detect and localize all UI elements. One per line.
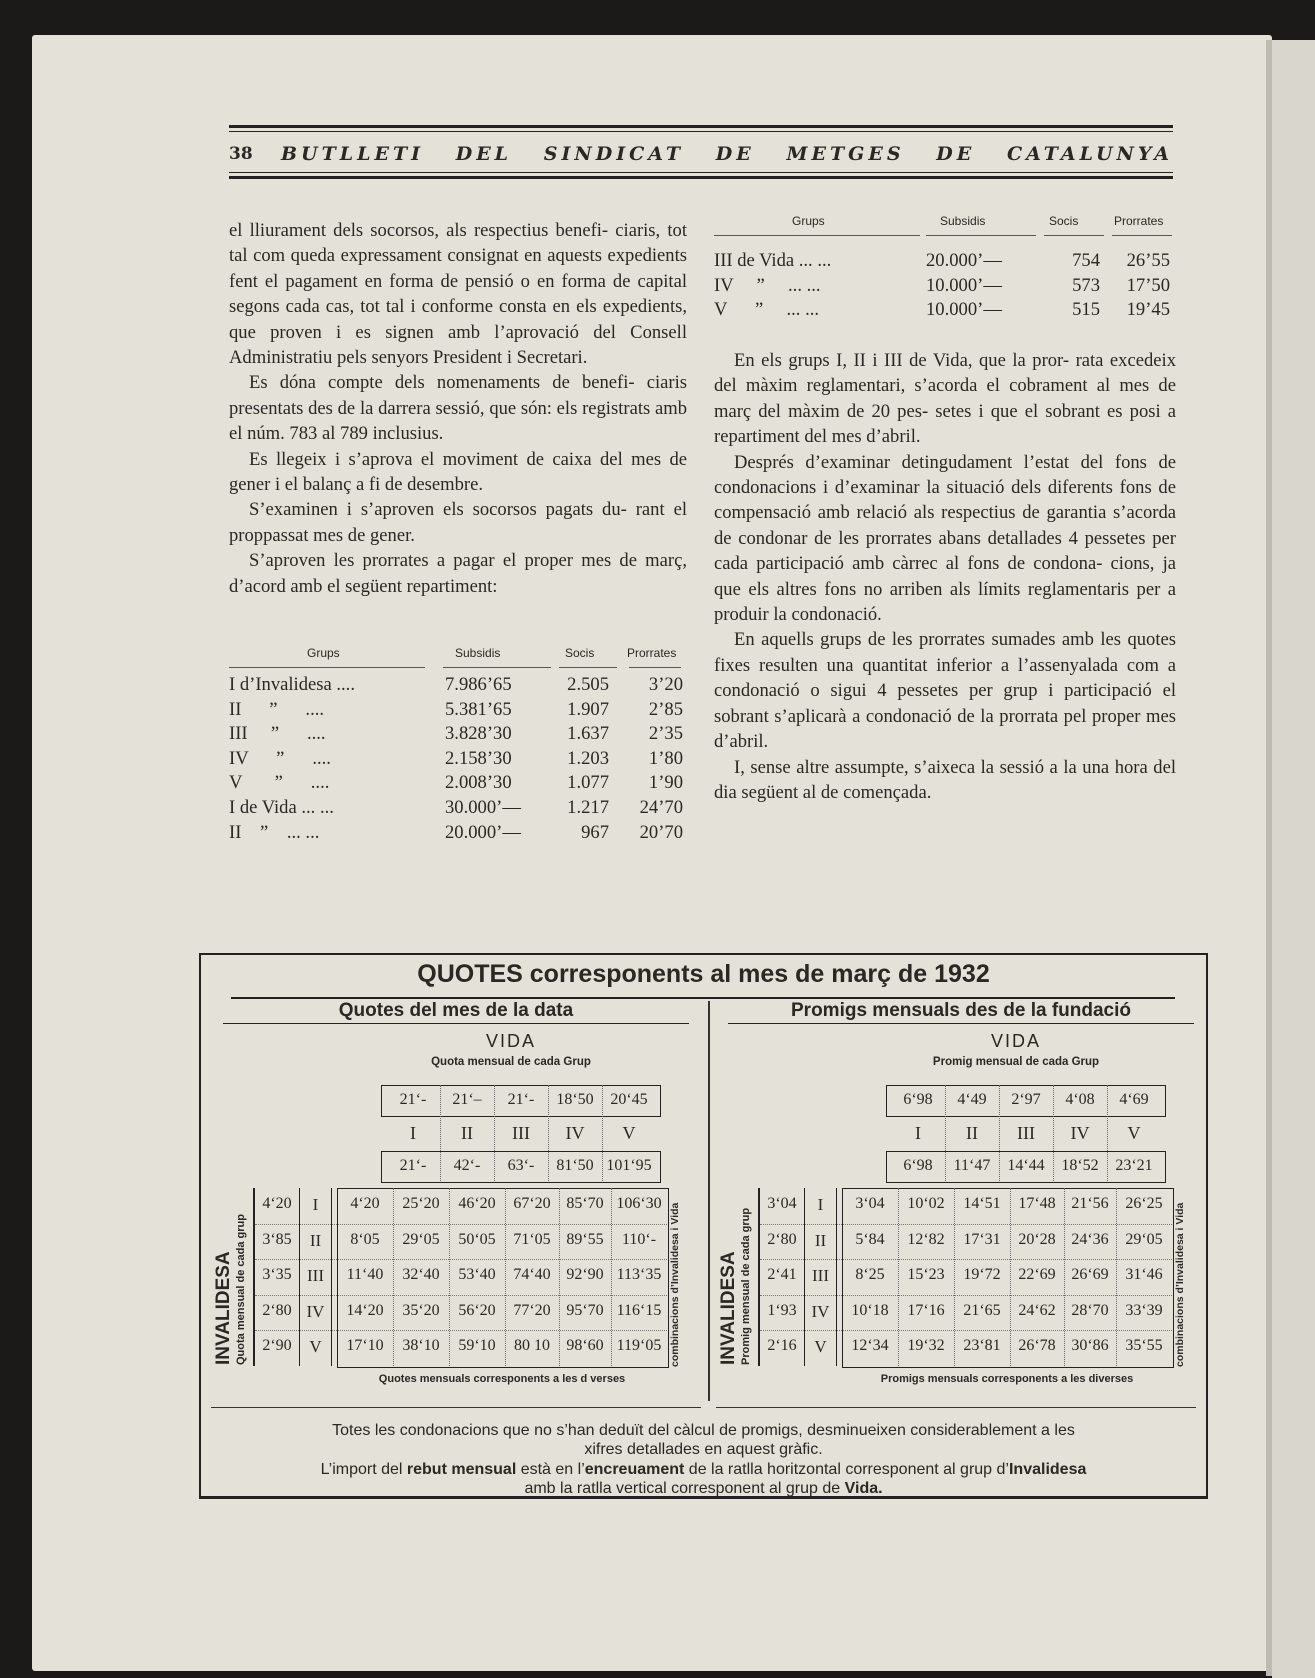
grid-value: 26‘69 [1071, 1266, 1109, 1283]
grid-value: 11‘40 [346, 1266, 384, 1283]
quota-value: 21‘- [507, 1091, 535, 1108]
cumulative-value: 18‘52 [1061, 1157, 1099, 1174]
head-rule [1112, 235, 1172, 236]
cumulative-value: 21‘- [399, 1157, 427, 1174]
cell-subsidis: 30.000’— [445, 797, 521, 818]
invalidesa-value: 1‘93 [767, 1301, 797, 1319]
cell-prorrates: 26’55 [1126, 250, 1170, 271]
invalidesa-value: 2‘16 [767, 1337, 797, 1354]
grid-value: 35‘55 [1125, 1337, 1163, 1354]
cumulative-value: 42‘- [453, 1157, 481, 1174]
grid-value: 59‘10 [458, 1337, 496, 1354]
invalidesa-value: 2‘41 [767, 1266, 797, 1283]
text-bold: rebut mensual [406, 1461, 517, 1478]
grid-value: 32‘40 [402, 1266, 440, 1283]
cell-socis: 1.217 [567, 797, 609, 818]
grid-dash [999, 1085, 1000, 1181]
quota-value: 4‘08 [1065, 1091, 1095, 1108]
grid-value: 119‘05 [616, 1337, 662, 1354]
table-row [714, 299, 1174, 324]
text: L’import del [320, 1461, 407, 1478]
group-roman: III [812, 1266, 829, 1285]
grid-value: 29‘05 [1125, 1230, 1163, 1248]
cell-subsidis: 10.000’— [926, 299, 1002, 321]
group-roman: II [966, 1123, 978, 1143]
invalidesa-value: 2‘80 [767, 1230, 797, 1248]
grid-value: 25‘20 [402, 1195, 440, 1212]
text: està en l’ [516, 1461, 585, 1478]
grid-dash [440, 1085, 441, 1181]
grid-value: 26‘78 [1018, 1337, 1056, 1354]
table-row [229, 772, 689, 797]
cell-prorrates: 20’70 [639, 821, 683, 843]
quota-value: 4‘49 [957, 1091, 987, 1108]
subtitle-rule [223, 1023, 689, 1024]
grid-value: 19‘32 [907, 1337, 945, 1354]
grid-value: 23‘81 [963, 1337, 1001, 1354]
right-column [714, 348, 1176, 805]
header-rule-bottom [229, 176, 1173, 179]
table-row [229, 674, 689, 699]
bottom-label: Promigs mensuals corresponents a les diverses [880, 1373, 1134, 1385]
quota-value: 18‘50 [556, 1091, 594, 1108]
head-rule [559, 667, 617, 668]
quota-value: 4‘69 [1119, 1091, 1149, 1108]
paragraph: Es llegeix i s’aprova el moviment de caixa del mes de gener i el balanç a fi de desembre. [229, 448, 687, 496]
head-rule [714, 235, 920, 236]
grid-value: 22‘69 [1018, 1266, 1056, 1283]
grid-value: 12‘34 [851, 1337, 889, 1354]
col-head-socis: Socis [1049, 214, 1079, 228]
paragraph: En aquells grups de les prorrates sumades amb les quotes fixes resulten una quantitat inferior a l’assenyalada com a condonació o sigui 4 pessetes per grup i participació el sobrant s’aplicarà a condonació de la prorrata pel proper mes d’abril. [714, 629, 1176, 753]
grid-value: 5‘84 [855, 1230, 885, 1248]
grid-col-dash [1116, 1188, 1117, 1366]
cumulative-value: 14‘44 [1007, 1157, 1045, 1174]
cell-grup: IV ” ... ... [714, 274, 821, 296]
grid-value: 46‘20 [458, 1195, 496, 1212]
cell-socis: 1.907 [567, 698, 609, 720]
invalidesa-value: 3‘04 [767, 1195, 797, 1212]
col-head-subsidis: Subsidis [455, 646, 501, 660]
page-number: 38 [229, 144, 253, 164]
cell-socis: 754 [1072, 250, 1100, 271]
paragraph: Després d’examinar detingudament l’estat del fons de condonacions i d’examinar la situació dels diferents fons de compensació amb relació als respectius de garantia s’acorda de condonar de les prorrates abans detallades 4 pessetes per cada participació amb càrrec al fons de condona- cions, ja que els altres fons no arriben als límits reglamentaris per a produir la condonació. [714, 451, 1176, 626]
next-page-edge [1272, 40, 1315, 1678]
group-roman: I [410, 1123, 416, 1143]
col-head-socis: Socis [565, 646, 595, 660]
group-roman: V [622, 1123, 636, 1143]
cell-socis: 1.203 [567, 747, 609, 769]
group-roman: III [1017, 1123, 1035, 1143]
paragraph: I, sense altre assumpte, s’aixeca la sessió a la una hora del dia següent al de començada. [714, 756, 1176, 803]
grid-row-dash [255, 1295, 667, 1296]
grid-value: 56‘20 [458, 1301, 496, 1319]
cumulative-value: 81‘50 [556, 1157, 594, 1174]
grid-value: 85‘70 [566, 1195, 604, 1212]
cell-grup: IV ” .... [229, 747, 331, 769]
center-divider [708, 1001, 710, 1401]
cell-grup: I de Vida ... ... [229, 797, 334, 818]
text: amb la ratlla vertical corresponent al grup de [524, 1480, 845, 1497]
grid-value: 17‘10 [346, 1337, 384, 1354]
header-word: CATALUNYA [1006, 143, 1173, 165]
grid-value: 26‘25 [1125, 1195, 1163, 1212]
invalidesa-label: INVALIDESA [213, 1251, 234, 1365]
group-roman: IV [811, 1301, 830, 1321]
grid-value: 80 10 [514, 1337, 550, 1354]
grid-value: 30‘86 [1071, 1337, 1109, 1354]
quota-label: Promig mensual de cada Grup [932, 1056, 1100, 1068]
cell-prorrates: 3’20 [648, 674, 683, 695]
vida-label: VIDA [485, 1031, 536, 1051]
grid-col-dash [505, 1188, 506, 1366]
cumulative-value: 11‘47 [953, 1157, 991, 1174]
panel-subtitle: Quotes del mes de la data [338, 1000, 574, 1021]
text-bold: encreuament [584, 1461, 685, 1478]
grid-value: 50‘05 [458, 1230, 496, 1248]
header-word: SINDICAT [543, 143, 685, 165]
grid-value: 110‘- [621, 1230, 657, 1248]
invalidesa-sublabel: Promig mensual de cada grup [740, 1207, 752, 1365]
grid-value: 17‘16 [907, 1301, 945, 1319]
grid-value: 38‘10 [402, 1337, 440, 1354]
combinations-label: combinacions d’Invalidesa i Vida [669, 1202, 681, 1367]
grid-value: 28‘70 [1071, 1301, 1109, 1319]
grid-value: 14‘51 [963, 1195, 1001, 1212]
grid-col-dash [1064, 1188, 1065, 1366]
footnote-1-line1: Totes les condonacions que no s’han deduït del càlcul de promigs, desminueixen considerablement a les [332, 1422, 1075, 1439]
group-roman: II [461, 1123, 473, 1143]
table-row [229, 748, 689, 773]
panel-subtitle: Promigs mensuals des de la fundació [791, 1000, 1131, 1021]
quotes-title: QUOTES corresponents al mes de març de 1932 [417, 960, 990, 988]
header-word: METGES [786, 143, 905, 165]
grid-value: 74‘40 [513, 1266, 551, 1283]
invalidesa-value: 3‘35 [262, 1266, 292, 1283]
text: de la ratlla horitzontal corresponent al grup d’ [684, 1461, 1009, 1478]
cell-socis: 2.505 [567, 674, 609, 695]
header-rule-top-thin [229, 131, 1173, 132]
grid-value: 31‘46 [1125, 1266, 1163, 1283]
group-roman: II [309, 1230, 322, 1250]
table-row [229, 723, 689, 748]
group-roman: IV [565, 1123, 585, 1143]
grid-row-dash [760, 1295, 1172, 1296]
prorrates-table-left [229, 644, 687, 854]
col-head-prorrates: Prorrates [627, 646, 677, 660]
grid-value: 106‘30 [616, 1195, 662, 1212]
footnote-1-line2: xifres detallades en aquest gràfic. [584, 1441, 823, 1458]
table-row [714, 250, 1174, 275]
cell-subsidis: 5.381’65 [445, 698, 512, 720]
header-word: DE [936, 143, 976, 165]
header-word: DE [715, 143, 755, 165]
invalidesa-value: 4‘20 [262, 1195, 292, 1212]
col-head-subsidis: Subsidis [940, 214, 986, 228]
grid-value: 20‘28 [1018, 1230, 1056, 1248]
header-rule-bottom-thin [229, 172, 1173, 173]
grid-value: 21‘56 [1071, 1195, 1109, 1212]
header-word: BUTLLETI [281, 143, 424, 165]
grid-value: 17‘31 [963, 1230, 1001, 1248]
grid-col-dash [449, 1188, 450, 1366]
col-head-grups: Grups [792, 214, 825, 228]
cell-subsidis: 3.828’30 [445, 723, 512, 745]
grid-value: 14‘20 [346, 1301, 384, 1319]
grid-value: 12‘82 [907, 1230, 945, 1248]
grid-value: 77‘20 [513, 1301, 551, 1319]
grid-value: 24‘36 [1071, 1230, 1109, 1248]
grid-value: 33‘39 [1125, 1301, 1163, 1319]
cumulative-value: 63‘- [507, 1157, 535, 1174]
cell-grup: V ” .... [229, 772, 330, 794]
footnote-2 [201, 1460, 1206, 1498]
cell-subsidis: 20.000’— [445, 821, 521, 843]
head-rule [926, 235, 1036, 236]
cell-prorrates: 24’70 [639, 797, 683, 818]
inv-divider [836, 1188, 837, 1366]
table-row [229, 822, 689, 847]
cumulative-value: 23‘21 [1115, 1157, 1153, 1174]
group-roman: I [312, 1195, 319, 1214]
grid-value: 71‘05 [513, 1230, 551, 1248]
grid-value: 113‘35 [616, 1266, 662, 1283]
paragraph: S’examinen i s’aproven els socorsos pagats du- rant el proppassat mes de gener. [229, 499, 687, 546]
cell-socis: 1.077 [567, 772, 609, 794]
grid-value: 95‘70 [566, 1301, 604, 1319]
cumulative-value: 6‘98 [903, 1157, 933, 1174]
cell-subsidis: 2.008’30 [445, 772, 512, 794]
footnote-2-line1 [201, 1460, 1206, 1479]
grid-col-dash [954, 1188, 955, 1366]
cell-prorrates: 2’85 [648, 698, 683, 720]
group-roman: III [512, 1123, 530, 1143]
cell-grup: III de Vida ... ... [714, 250, 832, 271]
group-roman: I [817, 1195, 824, 1214]
grid-row-dash [760, 1224, 1172, 1225]
grid-value: 53‘40 [458, 1266, 496, 1283]
cell-grup: I d’Invalidesa .... [229, 674, 355, 695]
running-title [281, 143, 1173, 165]
invalidesa-value: 2‘80 [262, 1301, 292, 1319]
cell-grup: V ” ... ... [714, 299, 820, 321]
quotes-chart [199, 953, 1208, 1499]
invalidesa-value: 3‘85 [262, 1230, 292, 1248]
group-roman: II [814, 1230, 827, 1250]
grid-value: 116‘15 [616, 1301, 662, 1319]
cell-socis: 967 [581, 821, 609, 843]
grid-col-dash [611, 1188, 612, 1366]
grid-value: 19‘72 [963, 1266, 1001, 1283]
running-header [229, 142, 1173, 166]
cell-subsidis: 10.000’— [926, 274, 1002, 296]
cell-grup: III ” .... [229, 723, 326, 745]
grid-col-dash [898, 1188, 899, 1366]
group-roman: III [307, 1266, 324, 1285]
cell-socis: 573 [1072, 274, 1100, 296]
table-row [714, 275, 1174, 300]
left-column [229, 218, 687, 599]
grid-value: 35‘20 [402, 1301, 440, 1319]
group-roman: I [915, 1123, 921, 1143]
paragraph: el lliurament dels socorsos, als respectius benefi- ciaris, tot tal com queda expressament consignat en aquests expedients fent el pagament en forma de pensió o en forma de capital segons cada cas, tot tal i conforme consta en els expedients, que proven i es signen amb l’aprovació del Consell Administratiu pels senyors President i Secretari. [229, 220, 687, 369]
invalidesa-sublabel: Quota mensual de cada grup [235, 1214, 247, 1365]
grid-dash [945, 1085, 946, 1181]
group-roman: V [1127, 1123, 1141, 1143]
cell-grup: II ” .... [229, 698, 325, 720]
group-roman: V [814, 1337, 827, 1356]
paragraph: Es dóna compte dels nomenaments de benefi- ciaris presentats des de la darrera sessió, que són: els registrats amb el núm. 783 al 789 inclusius. [229, 372, 687, 445]
cell-prorrates: 1’80 [648, 747, 683, 769]
grid-row-dash [760, 1259, 1172, 1260]
group-roman: IV [306, 1301, 325, 1321]
quota-label: Quota mensual de cada Grup [431, 1056, 591, 1068]
quota-value: 20‘45 [610, 1091, 648, 1108]
invalidesa-value: 2‘90 [262, 1337, 292, 1354]
grid-dash [1107, 1085, 1108, 1181]
grid-value: 17‘48 [1018, 1195, 1056, 1212]
grid-value: 8‘25 [855, 1266, 885, 1283]
group-roman: IV [1070, 1123, 1090, 1143]
inv-divider [331, 1188, 332, 1366]
paragraph: En els grups I, II i III de Vida, que la pror- rata excedeix del màxim reglamentari, s’acorda el cobrament al mes de març del màxim de 20 pes- setes i que el sobrant es posi a repartiment del mes d’abril. [714, 350, 1176, 448]
header-rule-top [229, 125, 1173, 128]
cell-subsidis: 20.000’— [926, 250, 1002, 271]
grid-row-dash [760, 1330, 1172, 1331]
text-bold: Invalidesa [1008, 1461, 1087, 1478]
grid-value: 98‘60 [566, 1337, 604, 1354]
cell-subsidis: 2.158’30 [445, 747, 512, 769]
table-row [229, 797, 689, 822]
cell-prorrates: 17’50 [1126, 274, 1170, 296]
combinations-label: combinacions d’Invalidesa i Vida [1174, 1202, 1186, 1367]
cell-prorrates: 1’90 [648, 772, 683, 794]
grid-col-dash [559, 1188, 560, 1366]
group-roman: V [309, 1337, 322, 1356]
grid-value: 67‘20 [513, 1195, 551, 1212]
grid-value: 10‘18 [851, 1301, 889, 1319]
grid-value: 92‘90 [566, 1266, 604, 1283]
quota-value: 21‘- [399, 1091, 427, 1108]
grid-value: 89‘55 [566, 1230, 604, 1248]
header-word: DEL [455, 143, 513, 165]
cell-grup: II ” ... ... [229, 821, 320, 843]
quota-value: 2‘97 [1011, 1091, 1041, 1108]
grid-value: 24‘62 [1018, 1301, 1056, 1319]
grid-dash [548, 1085, 549, 1181]
head-rule [1044, 235, 1104, 236]
panel-rule [211, 1407, 701, 1408]
grid-value: 21‘65 [963, 1301, 1001, 1319]
cell-socis: 1.637 [567, 723, 609, 745]
paragraph: S’aproven les prorrates a pagar el proper mes de març, d’acord amb el següent repartiment: [229, 550, 687, 597]
grid-value: 29‘05 [402, 1230, 440, 1248]
head-rule [443, 667, 551, 668]
grid-row-dash [255, 1330, 667, 1331]
footnote-2-line2 [201, 1479, 1206, 1498]
grid-row-dash [255, 1259, 667, 1260]
head-rule [629, 667, 681, 668]
grid-dash [602, 1085, 603, 1181]
vida-label: VIDA [990, 1031, 1041, 1051]
grid-value: 15‘23 [907, 1266, 945, 1283]
panel-rule [716, 1407, 1196, 1408]
quota-value: 21‘– [452, 1091, 482, 1108]
subtitle-rule [728, 1023, 1194, 1024]
grid-value: 8‘05 [350, 1230, 380, 1248]
text-bold: Vida. [844, 1480, 883, 1497]
invalidesa-label: INVALIDESA [718, 1251, 739, 1365]
grid-value: 10‘02 [907, 1195, 945, 1212]
prorrates-table-right [714, 212, 1176, 322]
footnote-1 [201, 1421, 1206, 1459]
grid-col-dash [1010, 1188, 1011, 1366]
cell-subsidis: 7.986’65 [445, 674, 512, 695]
cell-socis: 515 [1072, 299, 1100, 321]
table-row [229, 699, 689, 724]
grid-col-dash [393, 1188, 394, 1366]
col-head-grups: Grups [307, 646, 340, 660]
quota-value: 6‘98 [903, 1091, 933, 1108]
grid-dash [1053, 1085, 1054, 1181]
cell-prorrates: 19’45 [1126, 299, 1170, 321]
head-rule [229, 667, 425, 668]
grid-value: 3‘04 [855, 1195, 885, 1212]
col-head-prorrates: Prorrates [1114, 214, 1164, 228]
cell-prorrates: 2’35 [648, 723, 683, 745]
title-rule [231, 997, 1175, 999]
grid-dash [494, 1085, 495, 1181]
bottom-label: Quotes mensuals corresponents a les d verses [378, 1373, 626, 1385]
cumulative-value: 101‘95 [606, 1157, 652, 1174]
grid-row-dash [255, 1224, 667, 1225]
grid-value: 4‘20 [350, 1195, 380, 1212]
